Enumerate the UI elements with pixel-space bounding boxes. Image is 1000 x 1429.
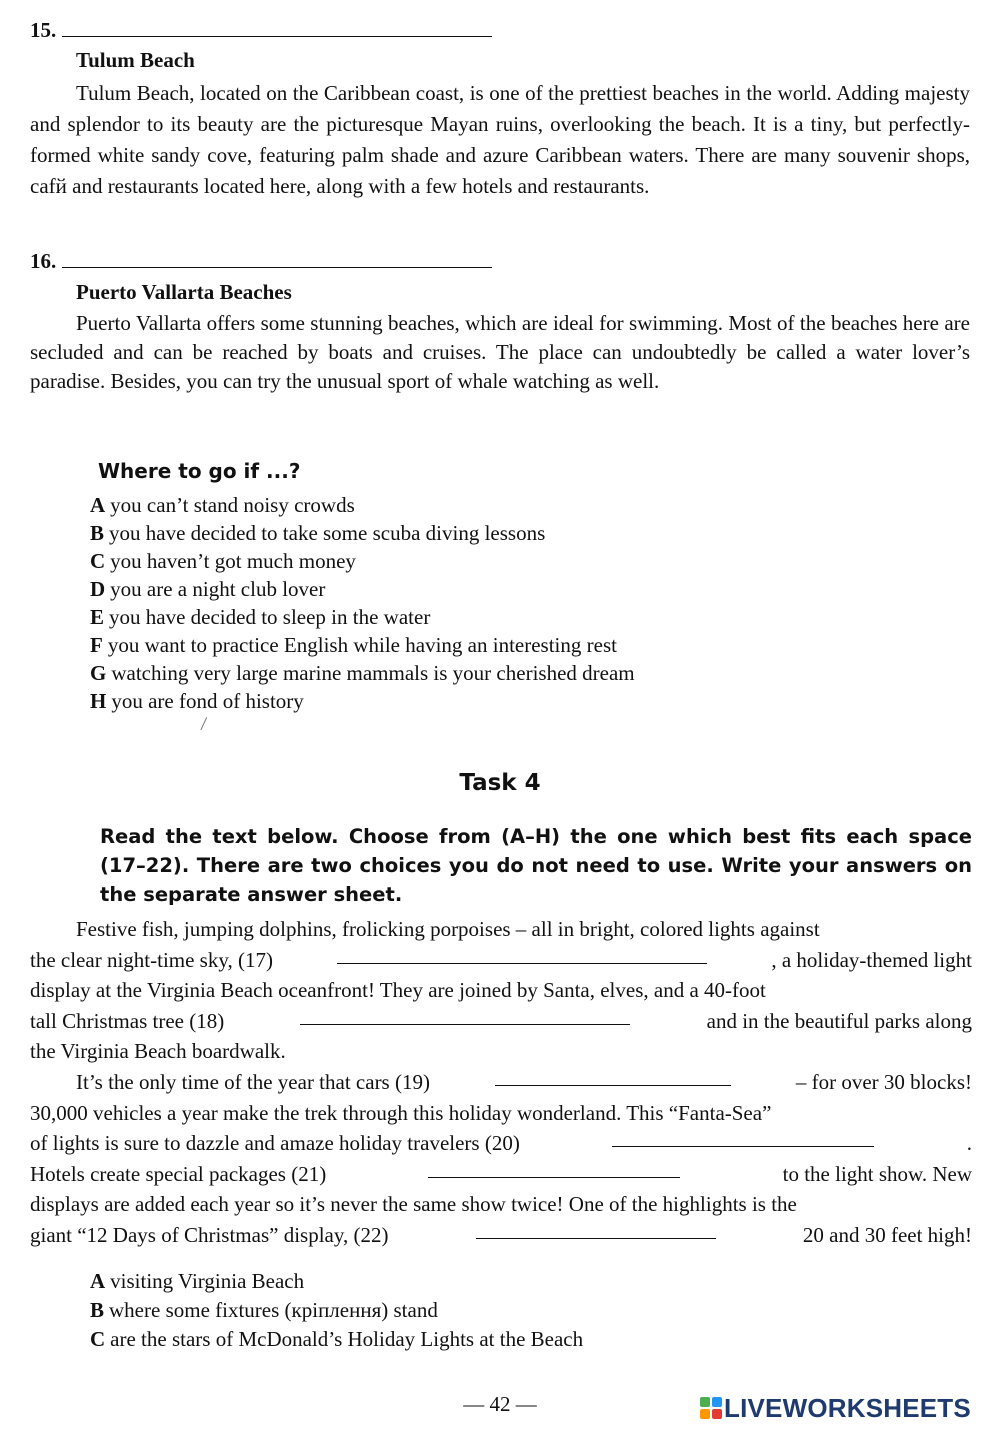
text-line: the Virginia Beach boardwalk.: [30, 1039, 286, 1064]
option-e: E you have decided to sleep in the water: [90, 605, 431, 629]
blank-18[interactable]: [300, 1006, 630, 1025]
item-15-number: 15.: [30, 18, 57, 42]
option-g: G watching very large marine mammals is your cherished dream: [90, 661, 635, 685]
logo-square: [700, 1409, 710, 1419]
item-15-title: Tulum Beach: [76, 48, 195, 72]
blank-17[interactable]: [337, 945, 707, 964]
task-4-text: [30, 914, 972, 1251]
option-f: F you want to practice English while having an interesting rest: [90, 633, 617, 657]
option-b: B you have decided to take some scuba diving lessons: [90, 521, 546, 545]
task-4-answer-options: [90, 1267, 583, 1354]
item-16-number-row: [30, 249, 492, 274]
logo-square: [700, 1397, 710, 1407]
item-15-number-row: [30, 18, 492, 43]
blank-19[interactable]: [495, 1067, 731, 1086]
text-line: It’s the only time of the year that cars (19) – for over 30 blocks!: [30, 1067, 972, 1098]
text-line: Hotels create special packages (21) to the light show. New: [30, 1159, 972, 1190]
page-number: — 42 —: [463, 1392, 537, 1416]
answer-option-c: C are the stars of McDonald’s Holiday Lights at the Beach: [90, 1327, 584, 1351]
text-line: Festive fish, jumping dolphins, frolicking porpoises – all in bright, colored lights against: [76, 917, 820, 941]
blank-22[interactable]: [476, 1220, 716, 1239]
text-line: the clear night-time sky, (17) , a holiday-themed light: [30, 945, 972, 976]
task-4-title: Task 4: [459, 770, 541, 796]
answer-option-b: B where some fixtures (кріплення) stand: [90, 1298, 438, 1322]
option-c: C you haven’t got much money: [90, 549, 356, 573]
text-line: tall Christmas tree (18) and in the beautiful parks along: [30, 1006, 972, 1037]
pencil-mark: [200, 717, 212, 733]
answer-option-a: A visiting Virginia Beach: [90, 1269, 305, 1293]
option-a: A you can’t stand noisy crowds: [90, 493, 355, 517]
item-16-text: Puerto Vallarta offers some stunning beaches, which are ideal for swimming. Most of the beaches here are secluded and can be reached by boats and cruises. The place can undoubtedly be called a water lover’s paradise. Besides, you can try the unusual sport of whale watching as well.: [30, 311, 970, 393]
question-heading: Where to go if ...?: [98, 459, 301, 483]
task-4-instructions: Read the text below. Choose from (A–H) the one which best fits each space (17–22). There are two choices you do not need to use. Write your answers on the separate answer sheet.: [100, 825, 972, 906]
logo-text: LIVEWORKSHEETS: [724, 1392, 971, 1423]
option-h: H you are fond of history: [90, 689, 304, 713]
text-line: 30,000 vehicles a year make the trek through this holiday wonderland. This “Fanta-Sea”: [30, 1100, 772, 1125]
logo-square: [712, 1397, 722, 1407]
blank-21[interactable]: [428, 1159, 680, 1178]
text-line: giant “12 Days of Christmas” display, (22) 20 and 30 feet high!: [30, 1220, 972, 1251]
text-line: of lights is sure to dazzle and amaze holiday travelers (20) .: [30, 1128, 972, 1159]
text-line: display at the Virginia Beach oceanfront! They are joined by Santa, elves, and a 40-foot: [30, 978, 766, 1003]
text-line: displays are added each year so it’s never the same show twice! One of the highlights is the: [30, 1192, 797, 1217]
logo-square: [712, 1409, 722, 1419]
item-15-text: Tulum Beach, located on the Caribbean coast, is one of the prettiest beaches in the world. Adding majesty and splendor to its beauty are the picturesque Mayan ruins, overlooking the beach. It is a tiny, but perfectly-formed white sandy cove, featuring palm shade and azure Caribbean waters. There are many souvenir shops, cafй and restaurants located here, along with a few hotels and restaurants.: [30, 81, 970, 198]
blank-20[interactable]: [612, 1128, 874, 1147]
logo-squares-icon: [700, 1397, 722, 1419]
item-15-answer-line[interactable]: [62, 18, 492, 37]
item-16-number: 16.: [30, 249, 57, 273]
options-list: [90, 491, 635, 715]
liveworksheets-logo: [700, 1393, 971, 1423]
item-16-answer-line[interactable]: [62, 249, 492, 268]
item-16-title: Puerto Vallarta Beaches: [76, 280, 292, 304]
option-d: D you are a night club lover: [90, 577, 326, 601]
